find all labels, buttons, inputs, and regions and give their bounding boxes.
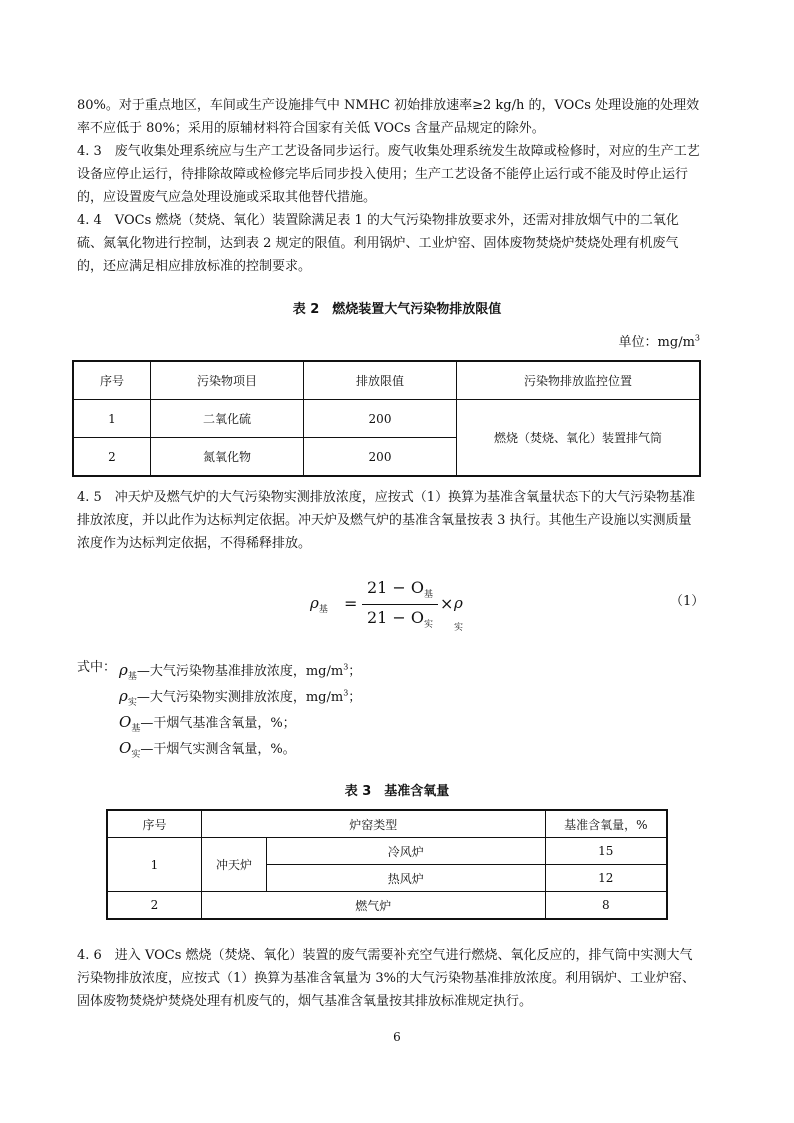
- formula-numerator: $21 - O_基$: [366, 578, 434, 600]
- table3-header: 序号: [107, 810, 202, 838]
- definition-item: $\rho_基—$大气污染物基准排放浓度，$mg/m^3$；: [119, 661, 362, 682]
- table2-cell: 1: [73, 400, 151, 438]
- table3-cell: 热风炉: [267, 865, 546, 892]
- paragraph-4-3: 4. 3 废气收集处理系统应与生产工艺设备同步运行。废气收集处理系统发生故障或检修时，对应的生产工艺设备应停止运行，待排除故障或检修完毕后同步投入使用；生产工艺设备不能停止运行或不能及时停止运行的，应设置废气应急处理设施或采取其他替代措施。: [77, 144, 700, 205]
- table2-caption: 表 2 燃烧装置大气污染物排放限值: [292, 302, 502, 317]
- paragraph-continued: 80%。对于重点地区，车间或生产设施排气中 NMHC 初始排放速率≥2 kg/h 的，VOCs 处理设施的处理效率不应低于 80%；采用的原辅材料符合国家有关低 VOCs 含量产品规定的除外。: [77, 98, 700, 136]
- paragraph-4-6: 4. 6 进入 VOCs 燃烧（焚烧、氧化）装置的废气需要补充空气进行燃烧、氧化反应的，排气筒中实测大气污染物排放浓度，应按式（1）换算为基准含氧量为 3%的大气污染物基准排放浓度。利用锅炉、工业炉窑、固体废物焚烧炉焚烧处理有机废气的，烟气基准含氧量按其排放标准规定执行。: [77, 948, 696, 1009]
- definition-item: $O_实—$干烟气实测含氧量，%。: [119, 739, 296, 760]
- table2-header: 排放限值: [304, 361, 457, 400]
- table3-caption: 表 3 基准含氧量: [344, 784, 450, 799]
- paragraph-4-5: 4. 5 冲天炉及燃气炉的大气污染物实测排放浓度，应按式（1）换算为基准含氧量状态下的大气污染物基准排放浓度，并以此作为达标判定依据。冲天炉及燃气炉的基准含氧量按表 3 执行。其他生产设施以实测质量浓度作为达标判定依据，不得稀释排放。: [77, 490, 696, 551]
- table2-cell: 二氧化硫: [151, 400, 304, 438]
- table2-header: 污染物项目: [151, 361, 304, 400]
- table3: [106, 809, 668, 920]
- formula-equals: =: [344, 594, 358, 613]
- table3-cell: 冷风炉: [267, 838, 546, 865]
- table2-header: 污染物排放监控位置: [457, 361, 701, 400]
- formula-rho-actual: $\rho_实$: [454, 594, 464, 633]
- table2-cell: 200: [304, 400, 457, 438]
- definitions-label: 式中：: [77, 660, 117, 675]
- table-row: [107, 838, 667, 865]
- formula-denominator: $21 - O_实$: [366, 608, 434, 630]
- table2-header: 序号: [73, 361, 151, 400]
- table2-unit: 单位：$mg/m^3$: [618, 333, 700, 350]
- table3-cell: 12: [545, 865, 667, 892]
- table2-header-row: [73, 361, 700, 400]
- table3-cell: 1: [107, 838, 202, 892]
- formula-number: （1）: [670, 594, 705, 609]
- table3-header: 炉窑类型: [202, 810, 546, 838]
- formula-1: [310, 574, 470, 634]
- table3-cell: 燃气炉: [202, 892, 546, 920]
- table3-cell: 冲天炉: [202, 838, 267, 892]
- table3-cell: 8: [545, 892, 667, 920]
- table2-cell: 2: [73, 438, 151, 477]
- table-row: [107, 892, 667, 920]
- definition-item: $\rho_实—$大气污染物实测排放浓度，$mg/m^3$；: [119, 687, 362, 708]
- page-number: 6: [393, 1030, 401, 1044]
- formula-rho-base: $\rho_基$: [310, 594, 328, 615]
- table-row: [73, 400, 700, 438]
- table3-header-row: [107, 810, 667, 838]
- table2-cell: 200: [304, 438, 457, 477]
- formula-fraction-bar: [362, 604, 438, 605]
- table2-cell: 氮氧化物: [151, 438, 304, 477]
- table2: [72, 360, 701, 477]
- table2-location-cell: 燃烧（焚烧、氧化）装置排气筒: [457, 400, 701, 477]
- table3-cell: 15: [545, 838, 667, 865]
- paragraph-4-4: 4. 4 VOCs 燃烧（焚烧、氧化）装置除满足表 1 的大气污染物排放要求外，还需对排放烟气中的二氧化硫、氮氧化物进行控制，达到表 2 规定的限值。利用锅炉、工业炉窑、固体废物焚烧炉焚烧处理有机废气的，还应满足相应排放标准的控制要求。: [77, 213, 679, 274]
- table3-header: 基准含氧量，%: [545, 810, 667, 838]
- table3-cell: 2: [107, 892, 202, 920]
- definition-item: $O_基—$干烟气基准含氧量，%；: [119, 713, 296, 734]
- formula-times: ×: [440, 594, 454, 613]
